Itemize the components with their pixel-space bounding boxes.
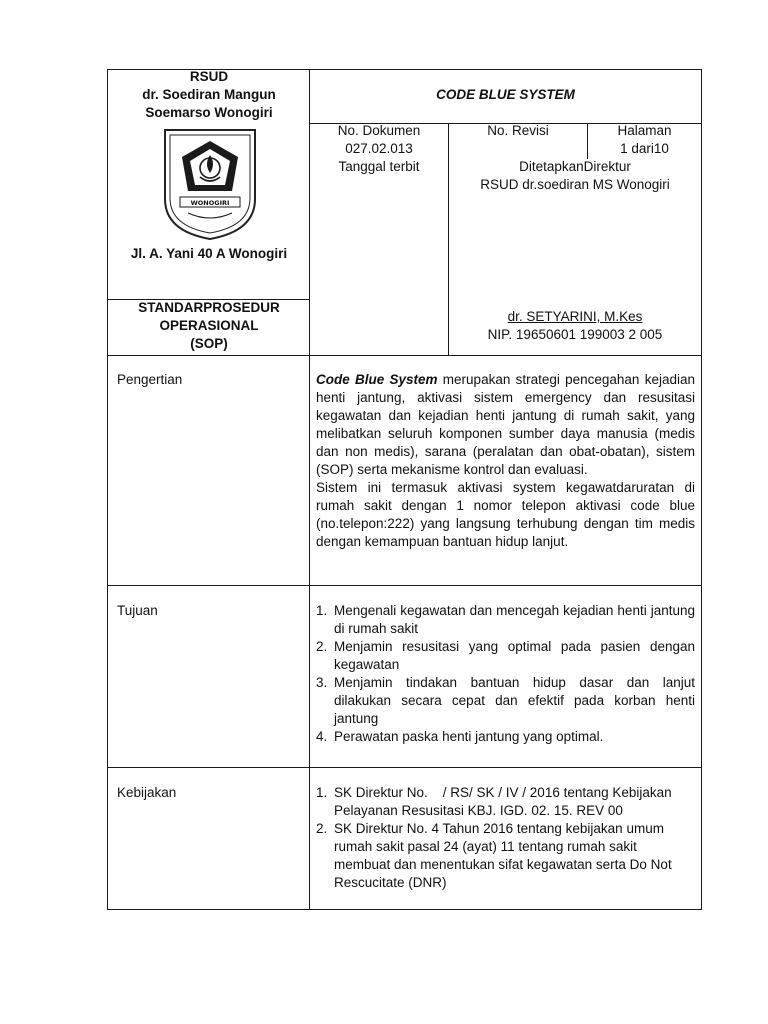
list-item xyxy=(310,638,695,674)
pengertian-content xyxy=(316,371,695,551)
hospital-logo xyxy=(162,127,258,241)
signer-block xyxy=(449,308,701,344)
list-item xyxy=(310,728,695,746)
halaman-cell xyxy=(588,122,701,158)
list-item-number: 2. xyxy=(316,639,328,654)
list-item xyxy=(310,784,695,820)
list-item-text: SK Direktur No. 4 Tahun 2016 tentang kebijakan umum rumah sakit pasal 24 (ayat) 11 tentang rumah sakit membuat dan menentukan sifat kegawatan serta Do Not Rescucitate (DNR) xyxy=(334,821,672,890)
list-item-number: 4. xyxy=(316,729,328,744)
no-dokumen-label: No. Dokumen xyxy=(337,123,421,138)
table-left-border xyxy=(107,69,108,910)
org-name xyxy=(110,68,308,122)
shield-logo-icon xyxy=(162,127,258,241)
sop-line-2: OPERASIONAL xyxy=(159,318,259,333)
list-item-text: Mengenali kegawatan dan mencegah kejadian henti jantung di rumah sakit xyxy=(334,603,695,636)
list-item-number: 1. xyxy=(316,603,328,618)
document-title: CODE BLUE SYSTEM xyxy=(436,87,575,102)
tujuan-label: Tujuan xyxy=(117,603,158,618)
sop-line-1: STANDARPROSEDUR xyxy=(138,300,280,315)
pengertian-paragraph-2: Sistem ini termasuk aktivasi system kegawatdaruratan di rumah sakit dengan 1 nomor telepon aktivasi code blue (no.telepon:222) yang langsung terhubung dengan tim medis dengan kemampuan bantuan hidup lanjut. xyxy=(316,480,695,549)
list-item-number: 3. xyxy=(316,675,328,690)
list-item-text: Menjamin resusitasi yang optimal pada pasien dengan kegawatan xyxy=(334,639,695,672)
ditetapkan-line-1: DitetapkanDirektur xyxy=(519,159,631,174)
sop-title xyxy=(110,299,308,353)
kebijakan-content xyxy=(310,784,695,892)
list-item-number: 1. xyxy=(316,785,328,800)
table-bottom-border xyxy=(107,909,702,910)
sop-line-3: (SOP) xyxy=(190,336,228,351)
ditetapkan-block xyxy=(449,158,701,194)
halaman-label: Halaman xyxy=(617,123,672,138)
list-item-text: SK Direktur No. / RS/ SK / IV / 2016 tentang Kebijakan Pelayanan Resusitasi KBJ. IGD. 02. 15. REV 00 xyxy=(334,785,676,818)
table-right-border xyxy=(701,69,702,910)
pengertian-paragraph-1-text: merupakan strategi pencegahan kejadian henti jantung, aktivasi sistem emergency dan resusitasi kegawatan dan kejadian henti jantung di rumah sakit, yang melibatkan seluruh komponen sumber daya manusia (medis dan non medis), sarana (peralatan dan obat-obatan), sistem (SOP) serta mekanisme kontrol dan evaluasi. xyxy=(316,372,695,477)
no-revisi-cell xyxy=(449,122,587,140)
halaman-value: 1 dari10 xyxy=(620,141,669,156)
svg-text:WONOGIRI: WONOGIRI xyxy=(190,199,230,207)
list-item-text: Perawatan paska henti jantung yang optimal. xyxy=(334,729,604,744)
list-item-text: Menjamin tindakan bantuan hidup dasar dan lanjut dilakukan secara cepat dan efektif pada korban henti jantung xyxy=(334,675,695,726)
pengertian-term: Code Blue System xyxy=(316,372,438,387)
pengertian-paragraph-1 xyxy=(316,371,695,479)
tujuan-content xyxy=(310,602,695,746)
no-dokumen-value: 027.02.013 xyxy=(345,141,413,156)
tanggal-terbit-label: Tanggal terbit xyxy=(338,159,420,174)
list-item-number: 2. xyxy=(316,821,328,836)
list-item xyxy=(310,820,695,892)
org-line-2: dr. Soediran Mangun xyxy=(142,87,276,102)
signer-nip: NIP. 19650601 199003 2 005 xyxy=(487,327,663,342)
no-dokumen-cell xyxy=(310,122,448,158)
no-revisi-label: No. Revisi xyxy=(487,123,549,138)
kebijakan-label: Kebijakan xyxy=(117,785,177,800)
org-line-3: Soemarso Wonogiri xyxy=(145,105,273,120)
pengertian-bottom-border xyxy=(107,585,702,586)
org-address: Jl. A. Yani 40 A Wonogiri xyxy=(130,246,288,261)
list-item xyxy=(310,674,695,728)
kebijakan-list xyxy=(310,784,695,892)
signer-name: dr. SETYARINI, M.Kes xyxy=(507,309,643,324)
ditetapkan-line-2: RSUD dr.soediran MS Wonogiri xyxy=(480,177,670,192)
org-line-1: RSUD xyxy=(189,69,229,84)
header-bottom-border xyxy=(107,355,702,356)
tujuan-bottom-border xyxy=(107,767,702,768)
tujuan-list xyxy=(310,602,695,746)
pengertian-label: Pengertian xyxy=(117,372,183,387)
list-item xyxy=(310,602,695,638)
